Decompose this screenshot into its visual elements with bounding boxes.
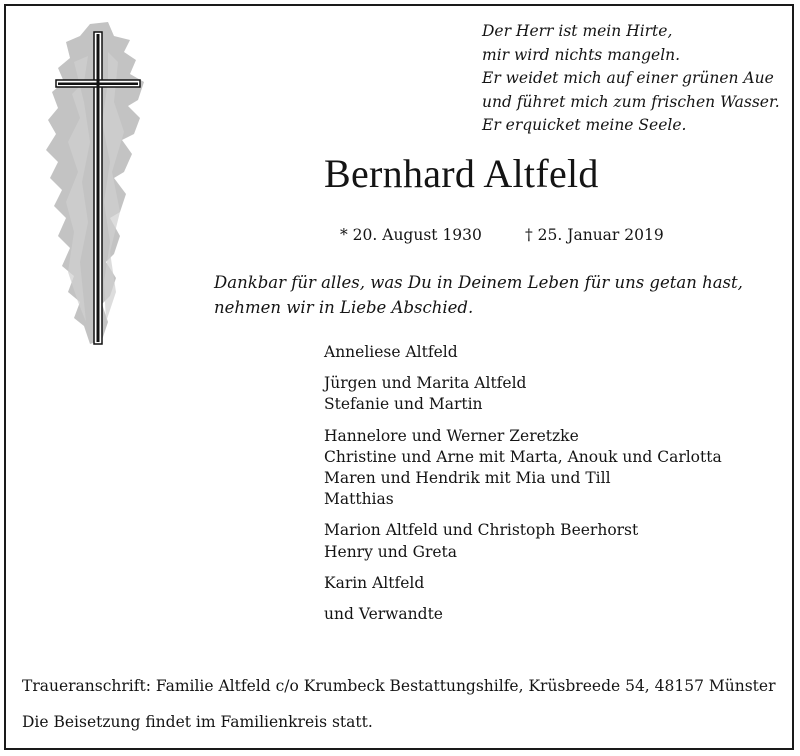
psalm-line: Er erquicket meine Seele. xyxy=(482,116,687,135)
mourners-list xyxy=(324,342,784,635)
birth-date: * 20. August 1930 xyxy=(340,226,482,244)
mourner-line: und Verwandte xyxy=(324,605,443,624)
mourner-line: Christine und Arne mit Marta, Anouk und Carlotta xyxy=(324,447,722,466)
psalm-line: Der Herr ist mein Hirte, xyxy=(482,22,673,40)
mourner-group xyxy=(324,342,784,363)
mourner-line: Matthias xyxy=(324,490,394,509)
mourner-group xyxy=(324,573,784,594)
farewell-line: Dankbar für alles, was Du in Deinem Leben für uns getan hast, xyxy=(214,273,743,292)
mourner-line: Karin Altfeld xyxy=(324,573,425,592)
mourner-line: Stefanie und Martin xyxy=(324,395,483,414)
mourner-line: Anneliese Altfeld xyxy=(324,343,458,361)
psalm-line: und führet mich zum frischen Wasser. xyxy=(482,92,780,111)
mourner-group xyxy=(324,373,784,415)
mourner-group xyxy=(324,520,784,562)
mourner-group xyxy=(324,426,784,511)
psalm-verse xyxy=(482,20,792,138)
psalm-line: Er weidet mich auf einer grünen Aue xyxy=(482,69,774,88)
psalm-line: mir wird nichts mangeln. xyxy=(482,45,681,64)
cross-with-brush xyxy=(44,22,148,352)
farewell-message xyxy=(214,270,784,320)
mourner-group xyxy=(324,604,784,625)
cross-icon xyxy=(44,22,148,352)
mourner-line: Marion Altfeld und Christoph Beerhorst xyxy=(324,521,639,540)
death-date: † 25. Januar 2019 xyxy=(525,226,664,244)
burial-note: Die Beisetzung findet im Familienkreis statt. xyxy=(22,713,373,731)
mourner-line: Henry und Greta xyxy=(324,542,458,561)
deceased-name: Bernhard Altfeld xyxy=(324,151,599,196)
farewell-line: nehmen wir in Liebe Abschied. xyxy=(214,298,474,317)
mourning-address: Traueranschrift: Familie Altfeld c/o Krumbeck Bestattungshilfe, Krüsbreede 54, 48157 Münster xyxy=(22,677,776,695)
mourner-line: Hannelore und Werner Zeretzke xyxy=(324,426,579,445)
mourner-line: Maren und Hendrik mit Mia und Till xyxy=(324,469,611,488)
mourner-line: Jürgen und Marita Altfeld xyxy=(324,374,527,393)
